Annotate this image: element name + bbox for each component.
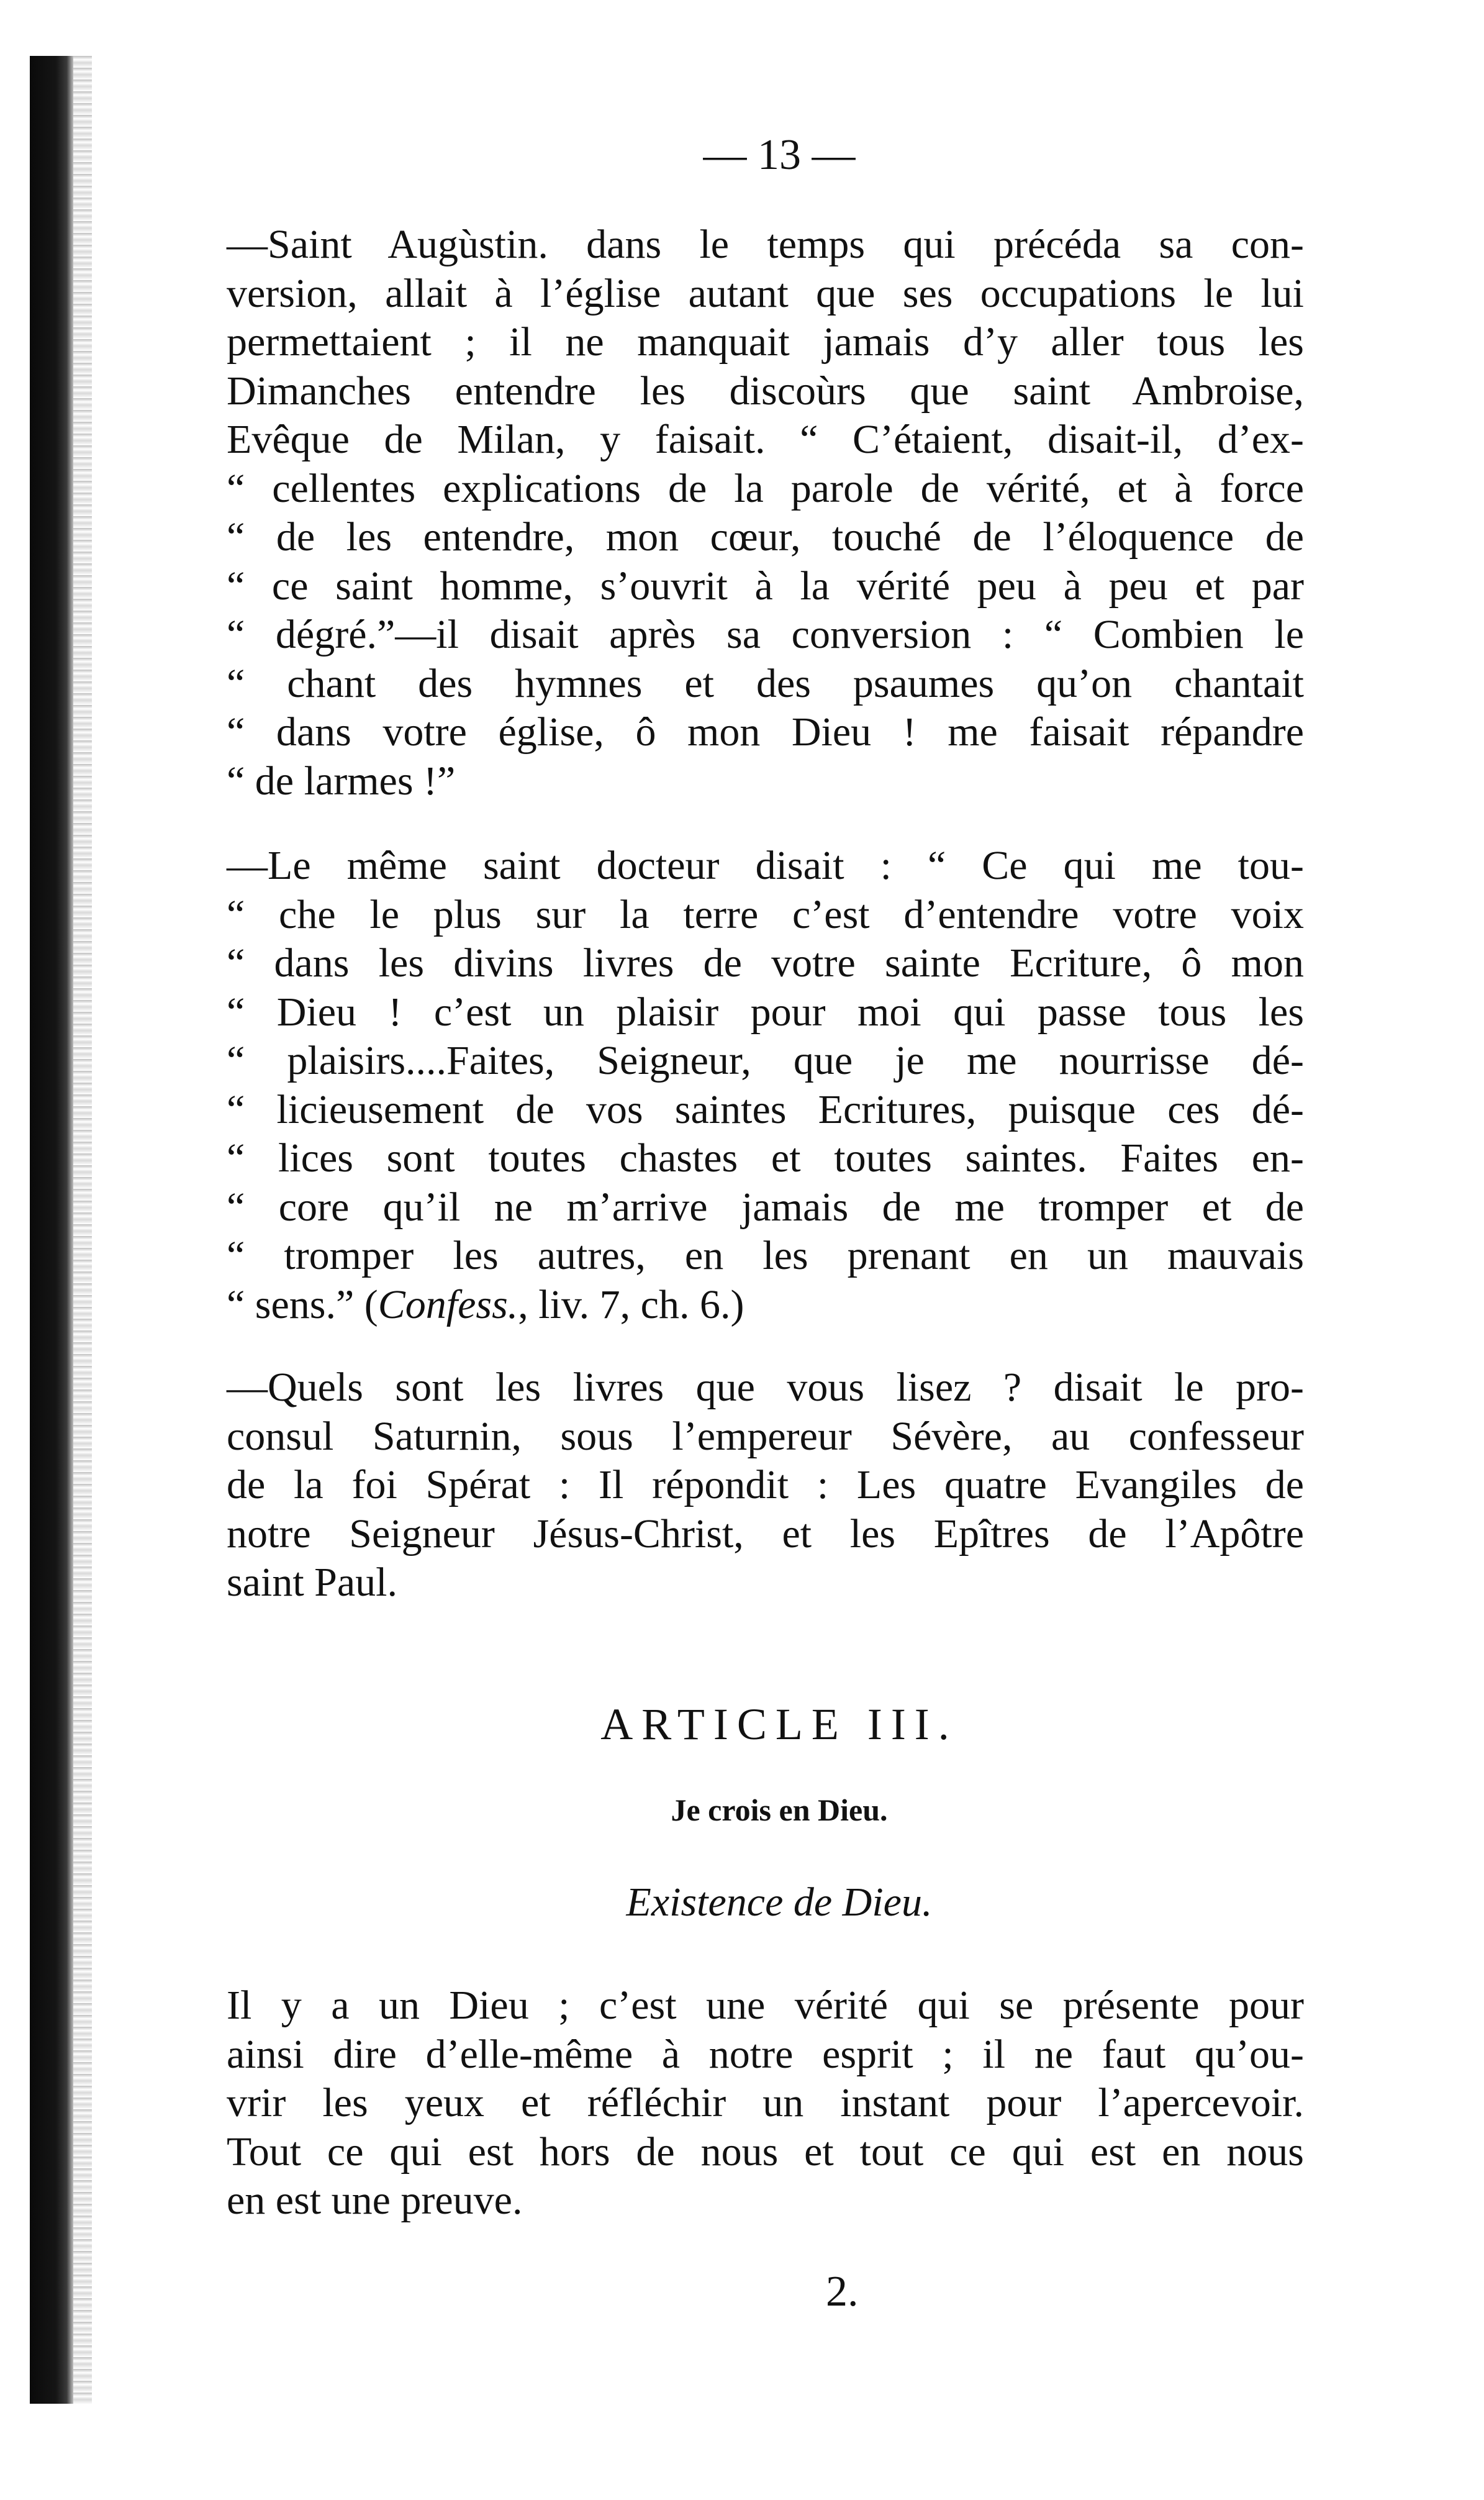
text-line: ainsi dire d’elle-même à notre esprit ; il ne faut qu’ou- [227,2031,1304,2077]
text-line: “ che le plus sur la terre c’est d’entendre votre voix [227,891,1304,937]
binding-shadow [73,56,92,2404]
text-line: “ ce saint homme, s’ouvrit à la vérité peu à peu et par [227,563,1304,609]
citation-prefix: “ sens.” ( [227,1281,378,1327]
text-line: vrir les yeux et réfléchir un instant pour l’apercevoir. [227,2080,1304,2125]
citation-line [227,1281,1304,1330]
text-line: Il y a un Dieu ; c’est une vérité qui se présente pour [227,1983,1304,2028]
text-line: —Quels sont les livres que vous lisez ? disait le pro- [227,1365,1304,1410]
text-line: —Saint Augùstin. dans le temps qui précéda sa con- [227,222,1304,267]
text-line: “ lices sont toutes chastes et toutes saintes. Faites en- [227,1135,1304,1181]
paragraph-augustin-scripture [227,842,1304,1329]
text-line: Dimanches entendre les discoùrs que saint Ambroise, [227,368,1304,414]
citation-work: Confess. [378,1281,518,1327]
text-line: saint Paul. [227,1560,397,1605]
text-line: “ licieusement de vos saintes Ecritures, puisque ces dé- [227,1086,1304,1132]
signature-mark: 2. [826,2268,859,2316]
paragraph-augustin-church [227,220,1304,806]
paragraph-existence [227,1981,1304,2225]
article-subheading: Je crois en Dieu. [671,1793,888,1827]
text-line: “ tromper les autres, en les prenant en un mauvais [227,1233,1304,1278]
section-title: Existence de Dieu. [626,1880,933,1925]
article-heading: ARTICLE III. [600,1699,958,1749]
text-line: version, allait à l’église autant que ses occupations le lui [227,270,1304,316]
text-line: “ dans votre église, ô mon Dieu ! me faisait répandre [227,709,1304,755]
text-line: en est une preuve. [227,2178,523,2223]
paragraph-sperat [227,1363,1304,1607]
text-line: “ chant des hymnes et des psaumes qu’on chantait [227,660,1304,706]
text-line: consul Saturnin, sous l’empereur Sévère, au confesseur [227,1413,1304,1459]
text-line: “ dégré.”—il disait après sa conversion : “ Combien le [227,612,1304,657]
text-line: Evêque de Milan, y faisait. “ C’étaient, disait-il, d’ex- [227,417,1304,462]
text-line: “ de les entendre, mon cœur, touché de l’éloquence de [227,514,1304,560]
text-line: “ dans les divins livres de votre sainte Ecriture, ô mon [227,940,1304,986]
text-line: “ core qu’il ne m’arrive jamais de me tromper et de [227,1184,1304,1230]
text-line: permettaient ; il ne manquait jamais d’y aller tous les [227,319,1304,365]
text-line: notre Seigneur Jésus-Christ, et les Epîtres de l’Apôtre [227,1511,1304,1557]
text-line: de la foi Spérat : Il répondit : Les quatre Evangiles de [227,1462,1304,1507]
text-line: “ cellentes explications de la parole de vérité, et à force [227,465,1304,511]
page-number: — 13 — [703,131,856,179]
text-line: Tout ce qui est hors de nous et tout ce qui est en nous [227,2129,1304,2175]
text-line: “ Dieu ! c’est un plaisir pour moi qui passe tous les [227,989,1304,1035]
text-line: “ plaisirs....Faites, Seigneur, que je me nourrisse dé- [227,1038,1304,1083]
text-line: “ de larmes !” [227,758,456,804]
text-line: —Le même saint docteur disait : “ Ce qui me tou- [227,843,1304,888]
page-binding-edge [30,56,73,2404]
citation-suffix: , liv. 7, ch. 6.) [518,1281,744,1327]
